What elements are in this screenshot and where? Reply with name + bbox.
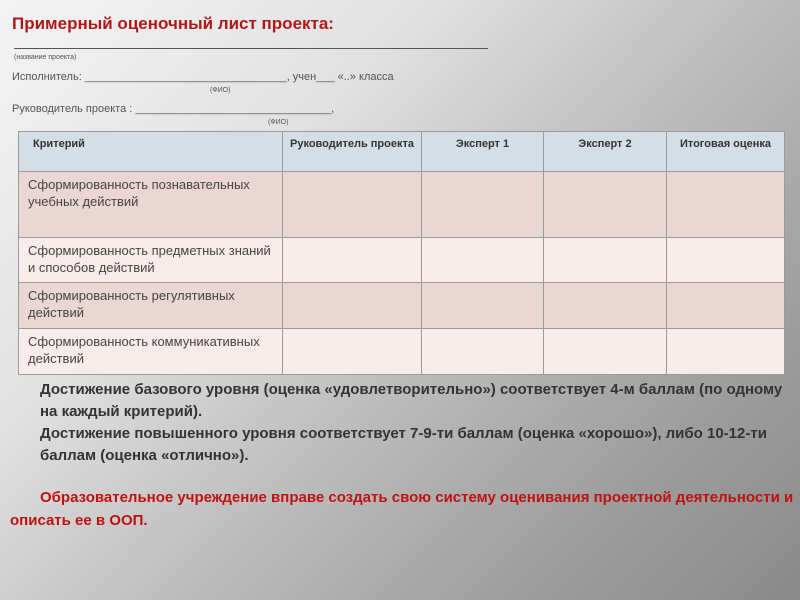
score-cell[interactable]	[422, 238, 544, 283]
score-cell[interactable]	[544, 238, 667, 283]
table-row	[19, 283, 785, 329]
score-cell[interactable]	[544, 283, 667, 329]
score-cell[interactable]	[283, 172, 422, 238]
score-cell[interactable]	[422, 172, 544, 238]
table-row	[19, 329, 785, 375]
advanced-level-paragraph: Достижение повышенного уровня соответствует 7-9-ти баллам (оценка «хорошо»), либо 10-12-ти баллам (оценка «отлично»).	[40, 425, 767, 464]
supervisor-fio-note: (ФИО)	[268, 119, 289, 126]
basic-level-paragraph: Достижение базового уровня (оценка «удовлетворительно») соответствует 4-м баллам (по одному на каждый критерий).	[40, 381, 783, 420]
table-row	[19, 238, 785, 283]
criterion-cell: Сформированность познавательных учебных действий	[19, 172, 283, 238]
institution-note-text: Образовательное учреждение вправе создать свою систему оценивания проектной деятельности и описать ее в ООП.	[10, 489, 794, 529]
score-cell[interactable]	[544, 329, 667, 375]
score-cell[interactable]	[667, 172, 785, 238]
header-expert-1: Эксперт 1	[422, 132, 544, 172]
score-cell[interactable]	[283, 283, 422, 329]
score-cell[interactable]	[422, 283, 544, 329]
page-title: Примерный оценочный лист проекта:	[12, 14, 334, 33]
executor-line: Исполнитель: _________________________________, учен___ «..» класса	[12, 71, 394, 83]
institution-note	[10, 486, 795, 532]
score-cell[interactable]	[667, 329, 785, 375]
score-cell[interactable]	[422, 329, 544, 375]
criterion-cell: Сформированность регулятивных действий	[19, 283, 283, 329]
score-cell[interactable]	[283, 238, 422, 283]
project-name-note: (название проекта)	[14, 54, 77, 61]
header-expert-2: Эксперт 2	[544, 132, 667, 172]
executor-fio-note: (ФИО)	[210, 87, 231, 94]
evaluation-table	[18, 131, 785, 375]
score-cell[interactable]	[283, 329, 422, 375]
criterion-cell: Сформированность коммуникативных действий	[19, 329, 283, 375]
header-supervisor: Руководитель проекта	[283, 132, 422, 172]
header-criterion: Критерий	[19, 132, 283, 172]
table-header-row	[19, 132, 785, 172]
criterion-cell: Сформированность предметных знаний и способов действий	[19, 238, 283, 283]
header-final-score: Итоговая оценка	[667, 132, 785, 172]
project-name-blank	[14, 48, 488, 49]
scoring-explanation	[22, 379, 792, 467]
supervisor-line: Руководитель проекта : ________________________________,	[12, 103, 335, 115]
score-cell[interactable]	[667, 238, 785, 283]
table-row	[19, 172, 785, 238]
score-cell[interactable]	[544, 172, 667, 238]
score-cell[interactable]	[667, 283, 785, 329]
